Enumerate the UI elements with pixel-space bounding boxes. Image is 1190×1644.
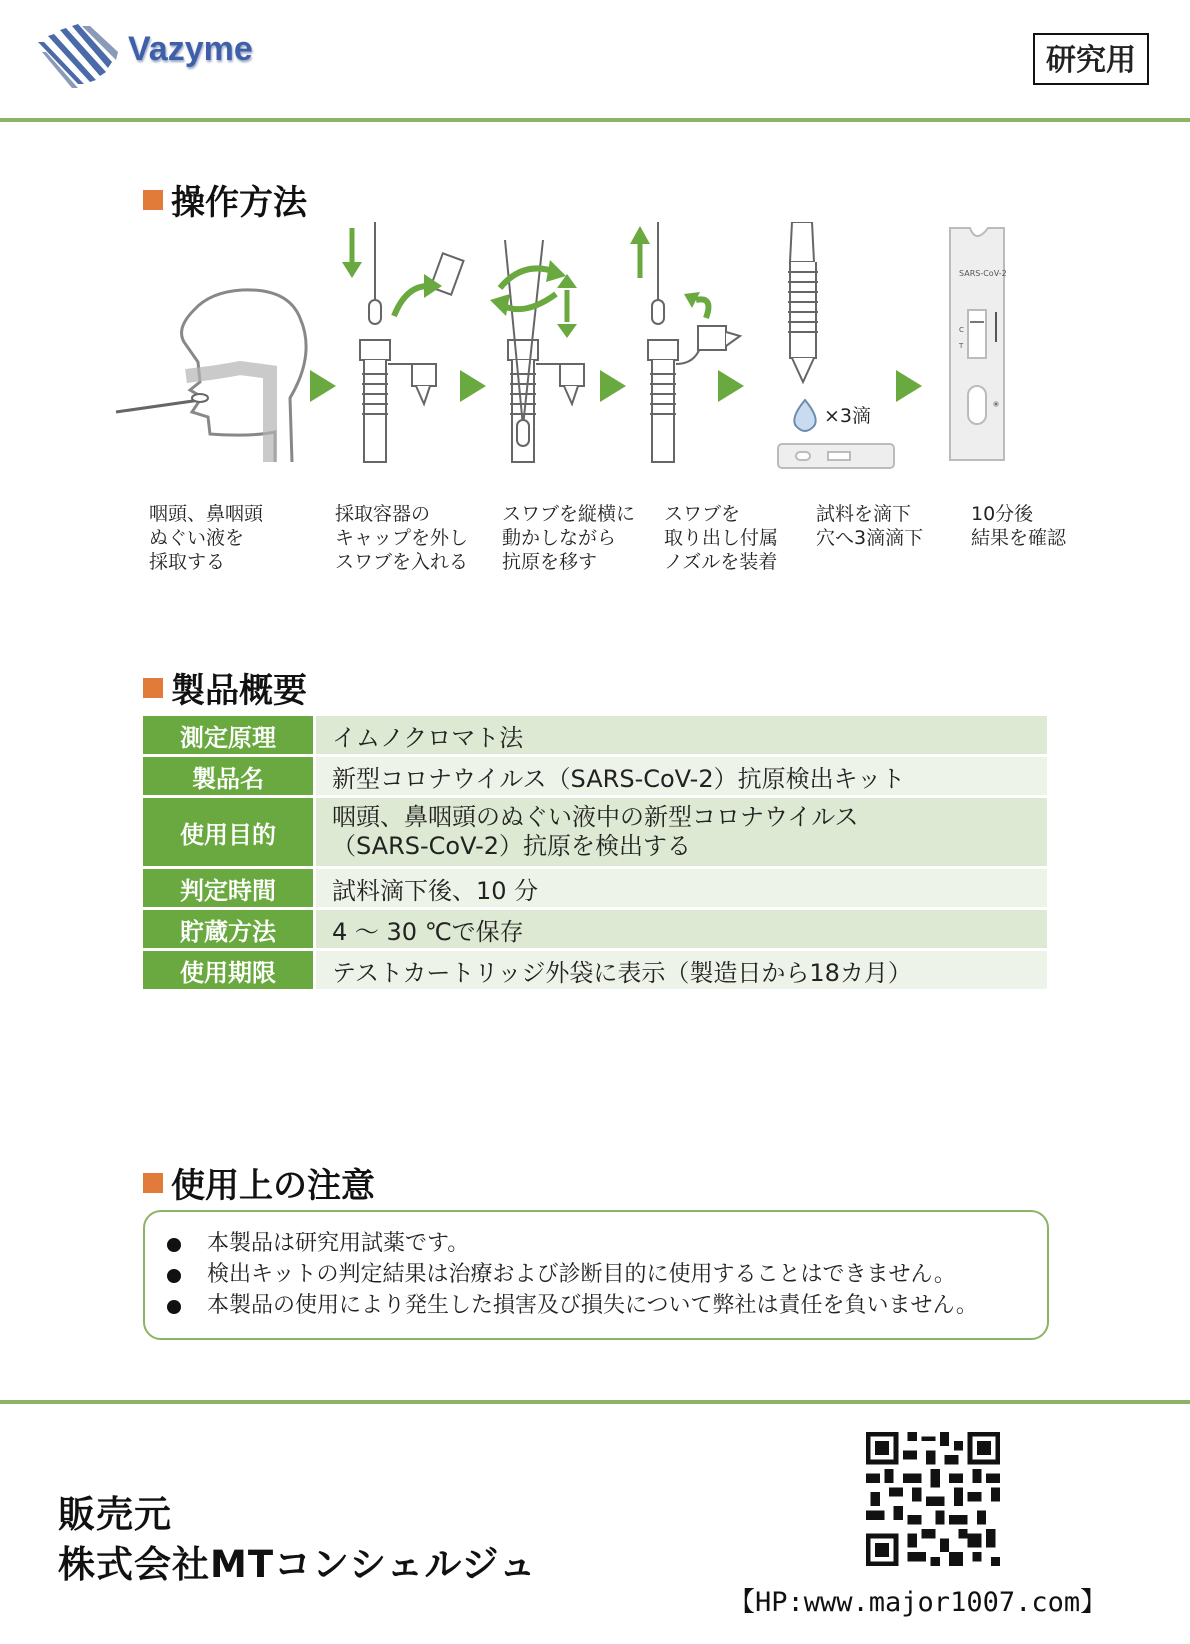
up-down-arrow-icon	[557, 274, 577, 338]
qr-code-icon	[866, 1432, 1000, 1566]
spec-row	[143, 951, 1047, 989]
cautions-heading: 使用上の注意	[143, 1158, 375, 1207]
spec-value: テストカートリッジ外袋に表示（製造日から18カ月）	[316, 951, 1047, 989]
next-step-arrow-icon	[310, 370, 336, 402]
bullet-icon	[167, 1238, 181, 1252]
heading-marker	[143, 678, 163, 698]
step-caption-1: 咽頭、鼻咽頭 ぬぐい液を 採取する	[149, 503, 264, 573]
head-profile-icon	[116, 290, 306, 462]
step-caption-3: スワブを縦横に 動かしながら 抗原を移す	[502, 503, 636, 573]
spec-row	[143, 757, 1047, 795]
research-use-badge: 研究用	[1033, 33, 1149, 85]
operation-heading: 操作方法	[143, 175, 307, 224]
spec-key: 製品名	[143, 757, 316, 795]
next-step-arrow-icon	[896, 370, 922, 402]
next-step-arrow-icon	[718, 370, 744, 402]
cassette-label: SARS-CoV-2	[959, 269, 1007, 278]
spec-row	[143, 869, 1047, 907]
seller-label: 販売元	[58, 1493, 172, 1536]
step-caption-5: 試料を滴下 穴へ3滴滴下	[816, 503, 924, 549]
brand-name: Vazyme	[128, 30, 253, 68]
spec-key: 使用期限	[143, 951, 316, 989]
next-step-arrow-icon	[600, 370, 626, 402]
next-step-arrow-icon	[460, 370, 486, 402]
spec-value: 4 ～ 30 ℃で保存	[316, 910, 1047, 948]
arrow-down-icon	[342, 228, 362, 278]
spec-value: イムノクロマト法	[316, 716, 1047, 754]
caution-item: 本製品は研究用試薬です。	[207, 1231, 470, 1256]
spec-key: 判定時間	[143, 869, 316, 907]
spec-key: 貯蔵方法	[143, 910, 316, 948]
cassette-t-label: T	[959, 342, 964, 350]
tube-nozzle-icon	[648, 222, 740, 462]
header-rule	[0, 118, 1190, 122]
tube-icon	[360, 222, 463, 462]
heading-marker	[143, 1173, 163, 1193]
caution-item: 検出キットの判定結果は治療および診断目的に使用することはできません。	[207, 1262, 956, 1287]
step-caption-2: 採取容器の キャップを外し スワブを入れる	[335, 503, 469, 573]
spec-row	[143, 716, 1047, 754]
arrow-up-icon	[630, 226, 650, 278]
product-heading: 製品概要	[143, 663, 307, 712]
spec-value: 新型コロナウイルス（SARS-CoV-2）抗原検出キット	[316, 757, 1047, 795]
spec-value: 試料滴下後、10 分	[316, 869, 1047, 907]
spec-value: 咽頭、鼻咽頭のぬぐい液中の新型コロナウイルス （SARS-CoV-2）抗原を検出する	[316, 798, 1047, 866]
rotate-arrows-icon	[490, 260, 566, 316]
drop-icon	[794, 400, 815, 431]
spec-row	[143, 798, 1047, 866]
step-caption-6: 10分後 結果を確認	[971, 503, 1067, 549]
cautions-box	[143, 1210, 1049, 1340]
homepage-link[interactable]: 【HP:www.major1007.com】	[728, 1587, 1108, 1618]
spec-row	[143, 910, 1047, 948]
bullet-icon	[167, 1300, 181, 1314]
drop-count-label: ×3滴	[824, 405, 872, 427]
cassette-flat-icon	[778, 444, 894, 468]
heading-marker	[143, 190, 163, 210]
spec-key: 使用目的	[143, 798, 316, 866]
caution-item: 本製品の使用により発生した損害及び損失について弊社は責任を負いません。	[207, 1293, 978, 1318]
curl-arrow-icon	[684, 292, 708, 318]
dropper-icon	[788, 222, 818, 382]
spec-key: 測定原理	[143, 716, 316, 754]
bullet-icon	[167, 1269, 181, 1283]
footer-rule	[0, 1400, 1190, 1404]
step-caption-4: スワブを 取り出し付属 ノズルを装着	[664, 503, 779, 573]
operation-steps-illustration	[110, 222, 1090, 492]
company-name: 株式会社MTコンシェルジュ	[58, 1543, 537, 1586]
product-spec-table	[143, 713, 1047, 992]
cassette-c-label: C	[959, 326, 964, 334]
